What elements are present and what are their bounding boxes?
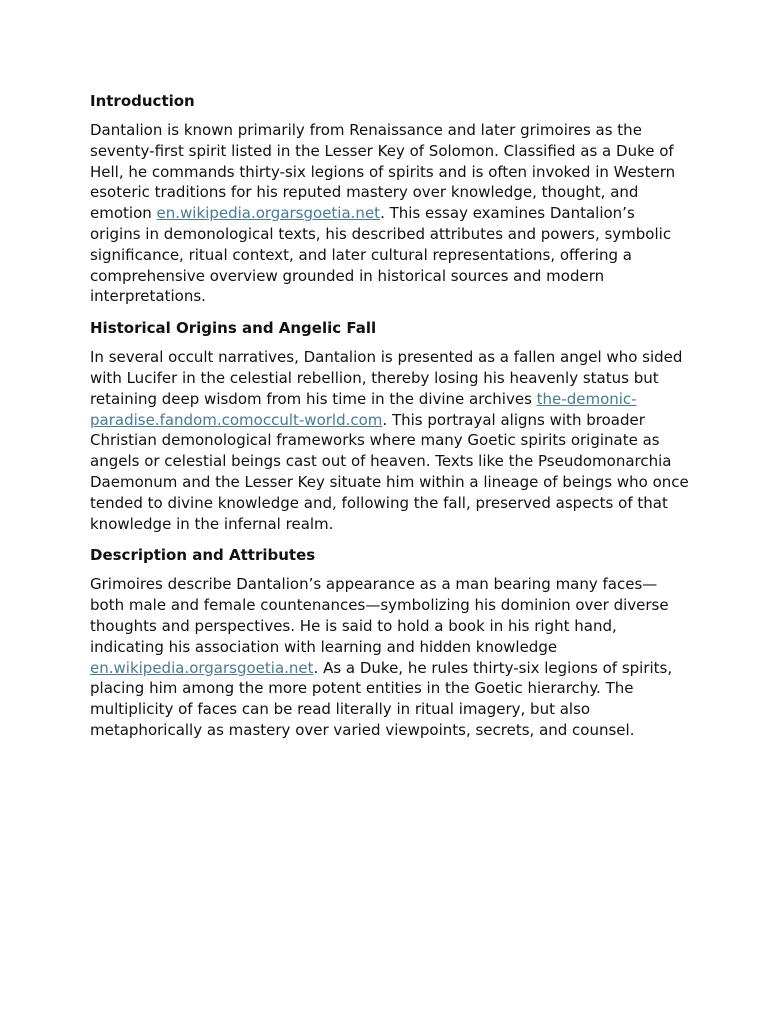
heading-description-attributes: Description and Attributes xyxy=(90,546,316,565)
source-link[interactable]: en.wikipedia.orgarsgoetia.net xyxy=(156,204,381,223)
paragraph-historical-origins xyxy=(90,347,690,534)
paragraph-description-attributes xyxy=(90,574,690,740)
paragraph-text: Grimoires describe Dantalion’s appearance as a man bearing many faces—both male and female countenances—symbolizing his dominion over diverse thoughts and perspectives. He is said to hold a book in his right hand, indicating his association with learning and hidden knowledge xyxy=(90,575,669,656)
paragraph-text: . This portrayal aligns with broader Christian demonological frameworks where many Goetic spirits originate as angels or celestial beings cast out of heaven. Texts like the Pseudomonarchia Daemonum and the Lesser Key situate him within a lineage of beings who once tended to divine knowledge and, following the fall, preserved aspects of that knowledge in the infernal realm. xyxy=(90,410,689,533)
source-link[interactable]: en.wikipedia.orgarsgoetia.net xyxy=(90,658,314,677)
document-page xyxy=(90,90,690,751)
paragraph-text: Dantalion is known primarily from Renaissance and later grimoires as the seventy-first spirit listed in the Lesser Key of Solomon. Classified as a Duke of Hell, he commands thirty-six legions of spirits and is often invoked in Western esoteric traditions for his reputed mastery over knowledge, thought, and emotion xyxy=(90,121,676,223)
paragraph-text: . This essay examines Dantalion’s origins in demonological texts, his described attributes and powers, symbolic significance, ritual context, and later cultural representations, offering a comprehensive overview grounded in historical sources and modern interpretations. xyxy=(90,204,672,306)
paragraph-text: . As a Duke, he rules thirty-six legions of spirits, placing him among the more potent entities in the Goetic hierarchy. The multiplicity of faces can be read literally in ritual imagery, but also metaphorically as mastery over varied viewpoints, secrets, and counsel. xyxy=(90,658,673,739)
heading-historical-origins: Historical Origins and Angelic Fall xyxy=(90,319,377,338)
paragraph-text: In several occult narratives, Dantalion is presented as a fallen angel who sided with Lucifer in the celestial rebellion, thereby losing his heavenly status but retaining deep wisdom from his time in the divine archives xyxy=(90,348,683,408)
heading-introduction: Introduction xyxy=(90,92,195,110)
source-link[interactable]: the-demonic-paradise.fandom.comoccult-world.com xyxy=(90,389,637,429)
paragraph-introduction xyxy=(90,120,690,307)
